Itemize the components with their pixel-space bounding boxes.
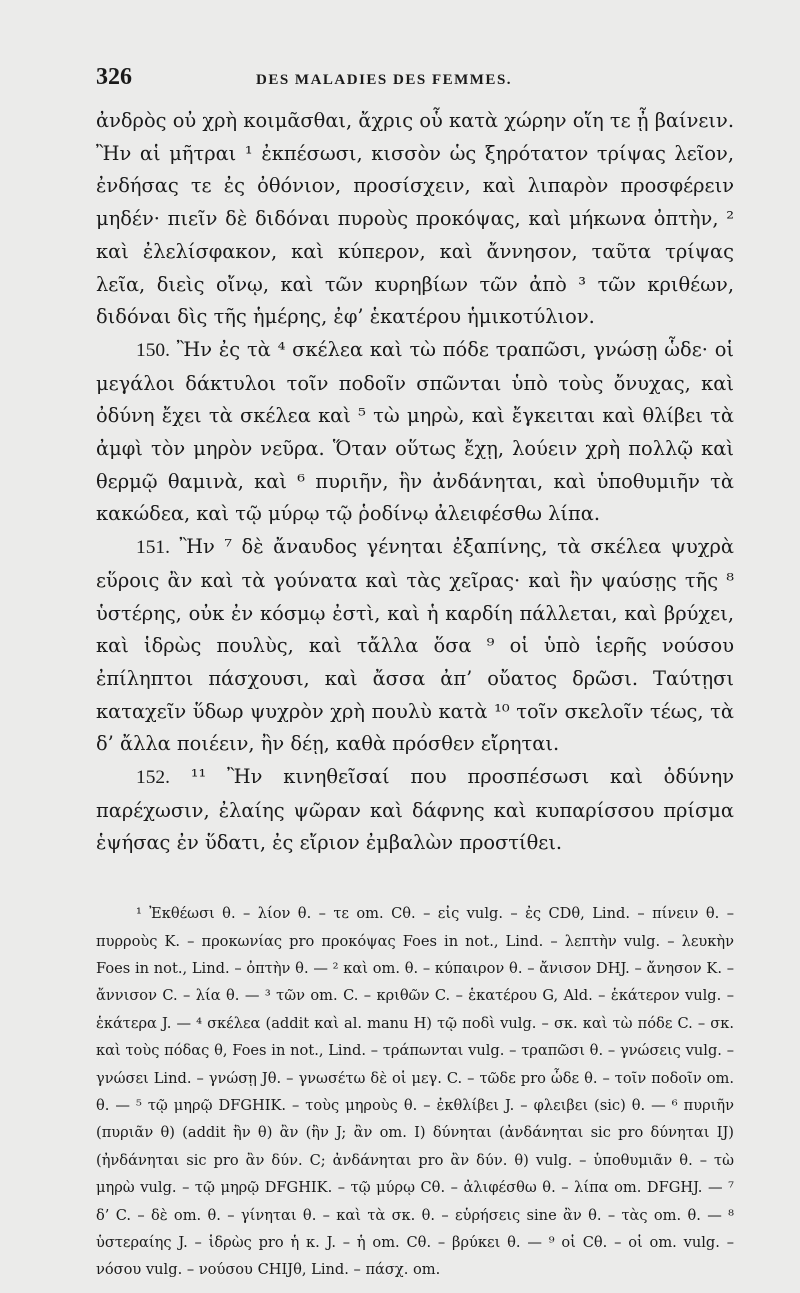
paragraph-152 bbox=[96, 761, 734, 860]
page-number: 326 bbox=[96, 64, 132, 90]
paragraph-text: Ἢν ⁷ δὲ ἄναυδος γένηται ἐξαπίνης, τὰ σκέλεα ψυχρὰ εὕροις ἂν καὶ τὰ γούνατα καὶ τὰς χεῖρας· καὶ ἢν ψαύσῃς τῆς ⁸ ὑστέρης, οὐκ ἐν κόσμῳ ἐστὶ, καὶ ἡ καρδίη πάλλεται, καὶ βρύχει, καὶ ἱδρὼς πουλὺς, καὶ τἄλλα ὅσα ⁹ οἱ ὑπὸ ἱερῆς νούσου ἐπίληπτοι πάσχουσι, καὶ ἄσσα ἀπ’ οὔατος δρῶσι. Ταύτῃσι καταχεῖν ὕδωρ ψυχρὸν χρὴ πουλὺ κατὰ ¹⁰ τοῖν σκελοῖν τέως, τὰ δ’ ἄλλα ποιέειν, ἢν δέῃ, καθὰ πρόσθεν εἴρηται. bbox=[96, 535, 734, 756]
running-title: DES MALADIES DES FEMMES. bbox=[256, 72, 513, 88]
paragraph-text: ἀνδρὸς οὐ χρὴ κοιμᾶσθαι, ἄχρις οὗ κατὰ χώρην οἵη τε ᾖ βαίνειν. Ἢν αἱ μῆτραι ¹ ἐκπέσωσι, κισσὸν ὡς ξηρότατον τρίψας λεῖον, ἐνδήσας τε ἐς ὀθόνιον, προσίσχειν, καὶ λιπαρὸν προσφέρειν μηδέν· πιεῖν δὲ διδόναι πυροὺς προκόψας, καὶ μήκωνα ὀπτὴν, ² καὶ ἐλελίσφακον, καὶ κύπερον, καὶ ἄννησον, ταῦτα τρίψας λεῖα, διεὶς οἴνῳ, καὶ τῶν κυρηβίων τῶν ἀπὸ ³ τῶν κριθέων, διδόναι δὶς τῆς ἡμέρης, ἐφ’ ἑκατέρου ἡμικοτύλιον. bbox=[96, 109, 734, 329]
paragraph-151 bbox=[96, 531, 734, 761]
page-header bbox=[96, 64, 734, 91]
footnote-text: ¹ Ἐκθέωσι θ. – λίον θ. – τε om. Cθ. – εἰς vulg. – ἐς CDθ, Lind. – πίνειν θ. – πυρροὺς K. – προκωνίας pro προκόψας Foes in not., Lind. – λεπτὴν vulg. – λευκὴν Foes in not., Lind. – ὀπτὴν θ. — ² καὶ om. θ. – κύπαιρον θ. – ἄνισον DHJ. – ἄνησον K. – ἄννισον C. – λία θ. — ³ τῶν om. C. – κριθῶν C. – ἑκατέρου G, Ald. – ἑκάτερον vulg. – ἑκάτερα J. — ⁴ σκέλεα (addit καὶ al. manu H) τῷ ποδὶ vulg. – σκ. καὶ τὼ πόδε C. – σκ. καὶ τοὺς πόδας θ, Foes in not., Lind. – τράπωνται vulg. – τραπῶσι θ. – γνώσεις vulg. – γνώσει Lind. – γνώσῃ Jθ. – γνωσέτω δὲ οἱ μεγ. C. – τῶδε pro ὧδε θ. – τοῖν ποδοῖν om. θ. — ⁵ τῷ μηρῷ DFGHIK. – τοὺς μηροὺς θ. – ἐκθλίβει J. – φλειβει (sic) θ. — ⁶ πυριῆν (πυριᾶν θ) (addit ἢν θ) ἂν (ἢν J; ἂν om. I) δύνηται (ἀνδάνηται sic pro δύνηται IJ) (ἠνδάνηται sic pro ἂν δύν. C; ἀνδάνηται pro ἂν δύν. θ) vulg. – ὑποθυμιᾶν θ. – τὼ μηρὼ vulg. – τῷ μηρῷ DFGHIK. – τῷ μύρῳ Cθ. – ἀλιφέσθω θ. – λίπα om. DFGHJ. — ⁷ δ’ C. – δὲ om. θ. – γίνηται θ. – καὶ τὰ σκ. θ. – εὑρήσεις sine ἂν θ. – τὰς om. θ. — ⁸ ὑστεραίης J. – ἱδρὼς pro ἡ κ. J. – ἡ om. Cθ. – βρύκει θ. — ⁹ οἱ Cθ. – οἱ om. vulg. – νόσου vulg. – νούσου CHIJθ, Lind. – πάσχ. om. bbox=[96, 905, 734, 1279]
paragraph-continuation bbox=[96, 105, 734, 334]
footnotes bbox=[96, 900, 734, 1284]
paragraph-number: 152. bbox=[136, 767, 170, 789]
main-text bbox=[96, 105, 734, 860]
paragraph-text: Ἢν ἐς τὰ ⁴ σκέλεα καὶ τὼ πόδε τραπῶσι, γνώσῃ ὧδε· οἱ μεγάλοι δάκτυλοι τοῖν ποδοῖν σπῶνται ὑπὸ τοὺς ὄνυχας, καὶ ὀδύνη ἔχει τὰ σκέλεα καὶ ⁵ τὼ μηρὼ, καὶ ἔγκειται καὶ θλίβει τὰ ἀμφὶ τὸν μηρὸν νεῦρα. Ὅταν οὕτως ἔχῃ, λούειν χρὴ πολλῷ καὶ θερμῷ θαμινὰ, καὶ ⁶ πυριῆν, ἣν ἀνδάνηται, καὶ ὑποθυμιῆν τὰ κακώδεα, καὶ τῷ μύρῳ τῷ ῥοδίνῳ ἀλειφέσθω λίπα. bbox=[96, 337, 734, 526]
paragraph-number: 150. bbox=[136, 339, 170, 361]
paragraph-text: ¹¹ Ἢν κινηθεῖσαί που προσπέσωσι καὶ ὀδύνην παρέχωσιν, ἐλαίης ψῶραν καὶ δάφνης καὶ κυπαρίσσου πρίσμα ἑψήσας ἐν ὕδατι, ἐς εἴριον ἐμβαλὼν προστίθει. bbox=[96, 765, 734, 855]
paragraph-150 bbox=[96, 334, 734, 531]
paragraph-number: 151. bbox=[136, 537, 170, 559]
